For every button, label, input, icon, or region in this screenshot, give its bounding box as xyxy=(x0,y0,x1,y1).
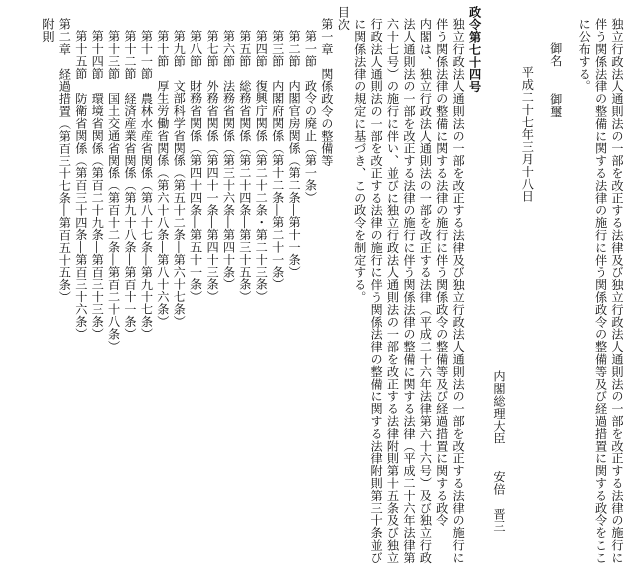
chapter-title: 経過措置 xyxy=(57,67,72,118)
chapter-label: 第一章 xyxy=(319,18,334,56)
signatory-office: 内閣総理大臣 xyxy=(491,369,506,444)
toc-chapter-1 xyxy=(319,6,335,562)
toc-heading: 目次 xyxy=(336,6,351,31)
toc-section: 第十四節 環境省関係（第百二十九条―第百三十三条） xyxy=(90,30,105,341)
imperial-name: 御名 xyxy=(548,42,563,67)
chapter-title: 関係政令の整備等 xyxy=(319,67,334,167)
seal-line xyxy=(547,6,563,562)
toc-section: 第五節 総務省関係（第二十四条―第三十五条） xyxy=(237,30,252,303)
toc-section: 第九節 文部科学省関係（第五十二条―第六十七条） xyxy=(172,30,187,328)
promulgation-preamble: 独立行政法人通則法の一部を改正する法律及び独立行政法人通則法の一部を改正する法律の施行に伴う関係法律の整備に関する法律の施行に伴う関係政令の整備等及び経過措置に関する政令をここに公布する。 xyxy=(577,18,624,564)
enactment-clause: 内閣は、独立行政法人通則法の一部を改正する法律（平成二十六年法律第六十六号）及び独立行政法人通則法の一部を改正する法律の施行に伴う関係法律の整備に関する法律（平成二十六年法律第六十七号）の施行に伴い、並びに独立行政法人通則法の一部を改正する法律附則第十五条及び独立行政法人通則法の一部を改正する法律の施行に伴う関係法律の整備に関する法律附則第三十条並びに関係法律の規定に基づき、この政令を制定する。 xyxy=(352,18,433,564)
signatory-line xyxy=(491,6,507,562)
toc-section: 第十節 厚生労働省関係（第六十八条―第八十六条） xyxy=(155,30,170,328)
toc-section: 第十二節 経済産業省関係（第九十八条―第百十一条） xyxy=(123,30,138,341)
toc-section: 第八節 財務省関係（第四十四条―第五十一条） xyxy=(188,30,203,303)
toc-section: 第六節 法務省関係（第三十六条―第四十条） xyxy=(221,30,236,291)
toc-section: 第二節 内閣官房関係（第二条―第十一条） xyxy=(287,30,302,279)
toc-section: 第七節 外務省関係（第四十一条―第四十三条） xyxy=(205,30,220,303)
toc-section: 第十三節 国土交通省関係（第百十二条―第百二十八条） xyxy=(106,30,121,353)
ordinance-number: 政令第七十四号 xyxy=(467,6,482,93)
imperial-seal: 御璽 xyxy=(548,92,563,118)
toc-section: 第一節 政令の廃止（第一条） xyxy=(303,30,318,204)
toc-chapter-2 xyxy=(56,6,72,562)
chapter-label: 第二章 xyxy=(57,18,72,56)
toc-section: 第三節 内閣府関係（第十二条―第二十一条） xyxy=(270,30,285,291)
chapter-range: （第百三十七条―第百五十五条） xyxy=(57,117,72,304)
toc-section: 第十五節 防衛省関係（第百三十四条―第百三十六条） xyxy=(73,30,88,341)
toc-section: 第十一節 農林水産省関係（第八十七条―第九十七条） xyxy=(139,30,154,341)
toc-appendix: 附則 xyxy=(41,18,55,43)
toc-section: 第四節 復興庁関係（第二十二条・第二十三条） xyxy=(254,30,269,303)
promulgation-date: 平成二十七年三月十八日 xyxy=(520,66,535,203)
ordinance-title: 独立行政法人通則法の一部を改正する法律及び独立行政法人通則法の一部を改正する法律の施行に伴う関係法律の整備に関する法律の施行に伴う関係政令の整備等及び経過措置に関する政令 xyxy=(434,18,466,564)
signatory-name: 安倍 晋三 xyxy=(491,470,506,532)
